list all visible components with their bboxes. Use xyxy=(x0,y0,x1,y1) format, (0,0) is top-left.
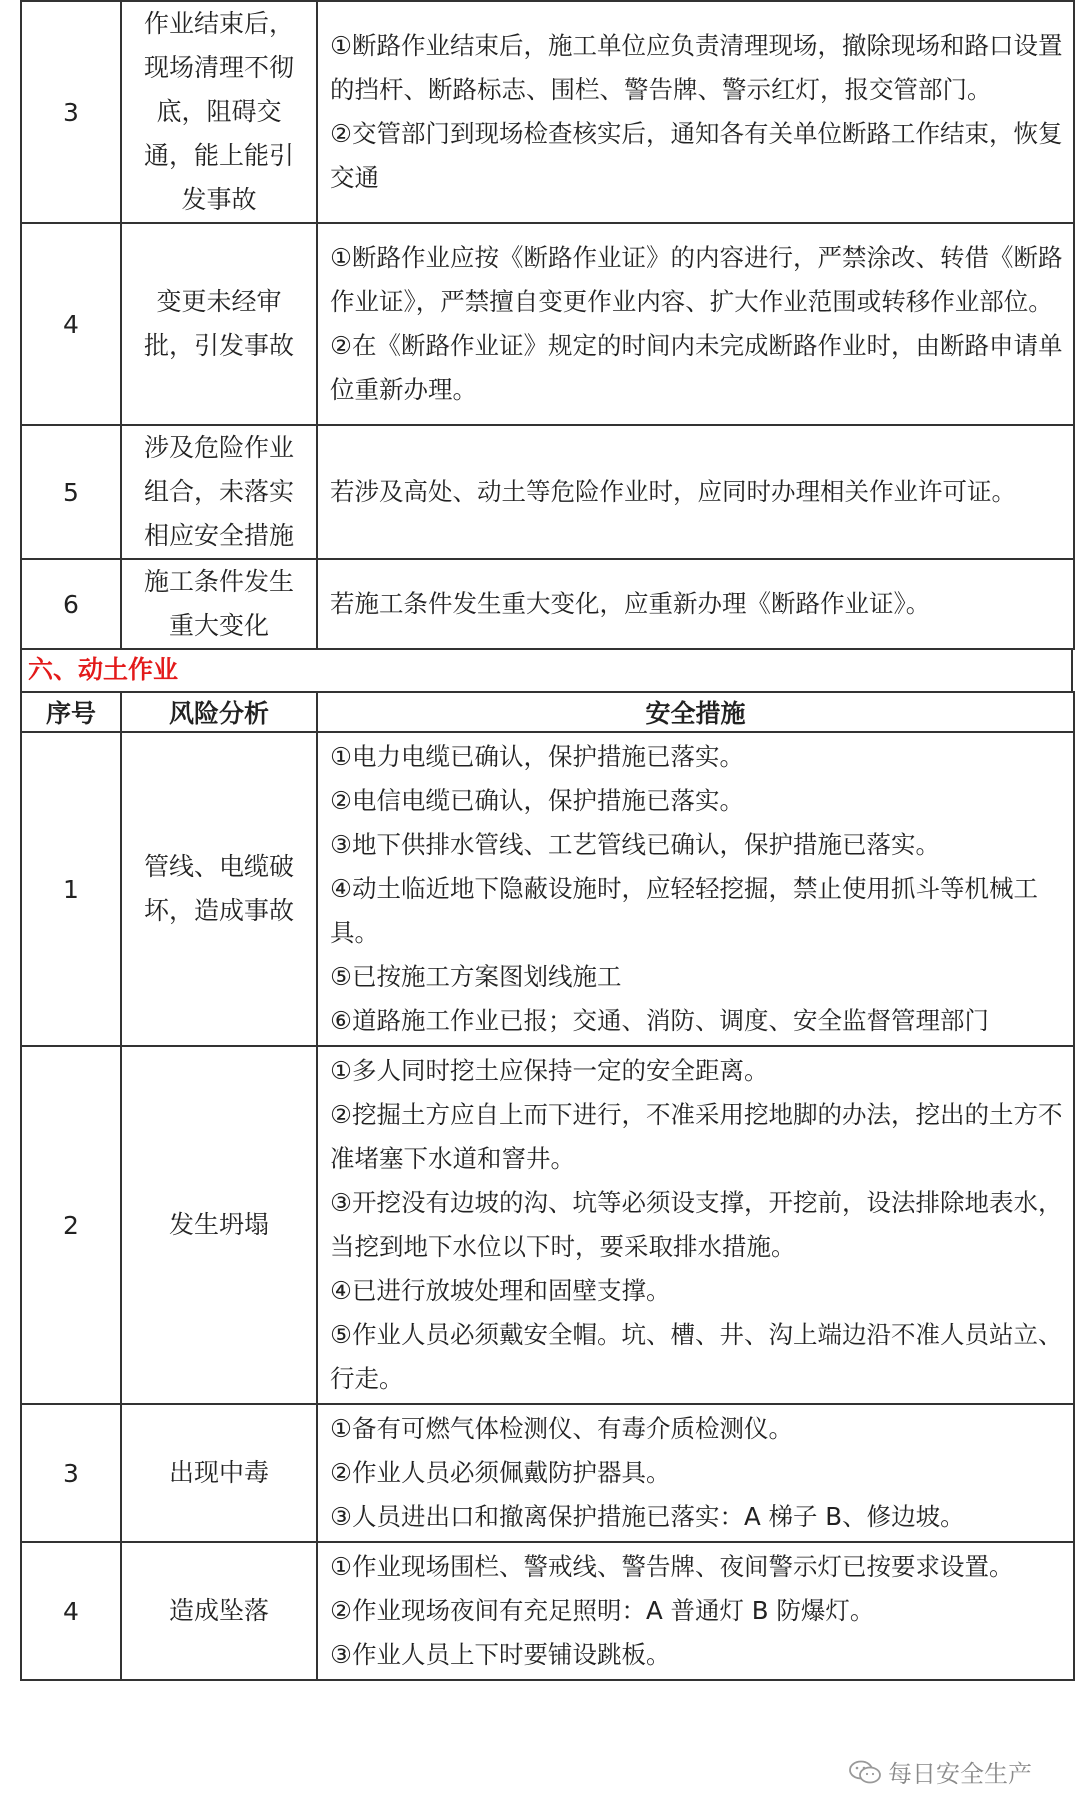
risk-analysis: 管线、电缆破坏，造成事故 xyxy=(121,732,317,1046)
measure-item: ④已进行放坡处理和固壁支撑。 xyxy=(330,1276,671,1305)
measure-item: ③开挖没有边坡的沟、坑等必须设支撑，开挖前，设法排除地表水，当挖到地下水位以下时，要采取排水措施。 xyxy=(330,1188,1063,1261)
table-row xyxy=(21,1046,1074,1404)
row-number: 5 xyxy=(21,425,121,559)
measure-item: ①作业现场围栏、警戒线、警告牌、夜间警示灯已按要求设置。 xyxy=(330,1552,1014,1581)
table-row xyxy=(21,1404,1074,1542)
measure-item: ①断路作业结束后，施工单位应负责清理现场，撤除现场和路口设置的挡杆、断路标志、围栏、警告牌、警示红灯，报交管部门。 xyxy=(330,31,1063,104)
row-number: 1 xyxy=(21,732,121,1046)
section-title: 六、动土作业 xyxy=(20,650,1073,691)
column-header-no: 序号 xyxy=(21,692,121,732)
safety-measures xyxy=(317,1,1074,223)
measure-item: ⑥道路施工作业已报；交通、消防、调度、安全监督管理部门 xyxy=(330,1006,989,1035)
safety-measures xyxy=(317,223,1074,425)
document-sheet xyxy=(20,0,1073,1681)
row-number: 3 xyxy=(21,1404,121,1542)
measure-item: ②交管部门到现场检查核实后，通知各有关单位断路工作结束，恢复交通 xyxy=(330,119,1063,192)
table-row xyxy=(21,425,1074,559)
measure-item: ②作业现场夜间有充足照明：A 普通灯 B 防爆灯。 xyxy=(330,1596,875,1625)
safety-measures xyxy=(317,732,1074,1046)
safety-measures xyxy=(317,425,1074,559)
watermark xyxy=(848,1754,1032,1789)
safety-measures xyxy=(317,559,1074,649)
row-number: 3 xyxy=(21,1,121,223)
column-header-risk: 风险分析 xyxy=(121,692,317,732)
table-header-row xyxy=(21,692,1074,732)
measure-item: 若涉及高处、动土等危险作业时，应同时办理相关作业许可证。 xyxy=(330,477,1016,506)
column-header-measures: 安全措施 xyxy=(317,692,1074,732)
risk-analysis: 出现中毒 xyxy=(121,1404,317,1542)
risk-analysis: 发生坍塌 xyxy=(121,1046,317,1404)
measure-item: 若施工条件发生重大变化，应重新办理《断路作业证》。 xyxy=(330,589,931,618)
risk-analysis: 造成坠落 xyxy=(121,1542,317,1680)
row-number: 6 xyxy=(21,559,121,649)
measure-item: ①多人同时挖土应保持一定的安全距离。 xyxy=(330,1056,769,1085)
road-closure-risk-table xyxy=(20,0,1075,650)
wechat-icon xyxy=(848,1760,882,1784)
row-number: 2 xyxy=(21,1046,121,1404)
risk-analysis: 施工条件发生重大变化 xyxy=(121,559,317,649)
measure-item: ③作业人员上下时要铺设跳板。 xyxy=(330,1640,671,1669)
measure-item: ②挖掘土方应自上而下进行，不准采用挖地脚的办法，挖出的土方不准堵塞下水道和窨井。 xyxy=(330,1100,1063,1173)
measure-item: ①电力电缆已确认，保护措施已落实。 xyxy=(330,742,744,771)
table-row xyxy=(21,559,1074,649)
table-row xyxy=(21,1542,1074,1680)
safety-measures xyxy=(317,1404,1074,1542)
risk-analysis: 涉及危险作业组合，未落实相应安全措施 xyxy=(121,425,317,559)
table-row xyxy=(21,1,1074,223)
row-number: 4 xyxy=(21,223,121,425)
risk-analysis: 变更未经审批，引发事故 xyxy=(121,223,317,425)
measure-item: ④动土临近地下隐蔽设施时，应轻轻挖掘，禁止使用抓斗等机械工具。 xyxy=(330,874,1038,947)
safety-measures xyxy=(317,1542,1074,1680)
watermark-text: 每日安全生产 xyxy=(888,1760,1032,1788)
measure-item: ②在《断路作业证》规定的时间内未完成断路作业时，由断路申请单位重新办理。 xyxy=(330,331,1063,404)
row-number: 4 xyxy=(21,1542,121,1680)
measure-item: ①备有可燃气体检测仪、有毒介质检测仪。 xyxy=(330,1414,793,1443)
risk-analysis: 作业结束后，现场清理不彻底，阻碍交通，能上能引发事故 xyxy=(121,1,317,223)
measure-item: ①断路作业应按《断路作业证》的内容进行，严禁涂改、转借《断路作业证》，严禁擅自变更作业内容、扩大作业范围或转移作业部位。 xyxy=(330,243,1063,316)
measure-item: ③人员进出口和撤离保护措施已落实：A 梯子 B、修边坡。 xyxy=(330,1502,965,1531)
measure-item: ②作业人员必须佩戴防护器具。 xyxy=(330,1458,671,1487)
measure-item: ②电信电缆已确认，保护措施已落实。 xyxy=(330,786,744,815)
measure-item: ③地下供排水管线、工艺管线已确认，保护措施已落实。 xyxy=(330,830,940,859)
safety-measures xyxy=(317,1046,1074,1404)
table-row xyxy=(21,732,1074,1046)
measure-item: ⑤已按施工方案图划线施工 xyxy=(330,962,622,991)
measure-item: ⑤作业人员必须戴安全帽。坑、槽、井、沟上端边沿不准人员站立、行走。 xyxy=(330,1320,1063,1393)
excavation-risk-table xyxy=(20,691,1075,1681)
table-row xyxy=(21,223,1074,425)
